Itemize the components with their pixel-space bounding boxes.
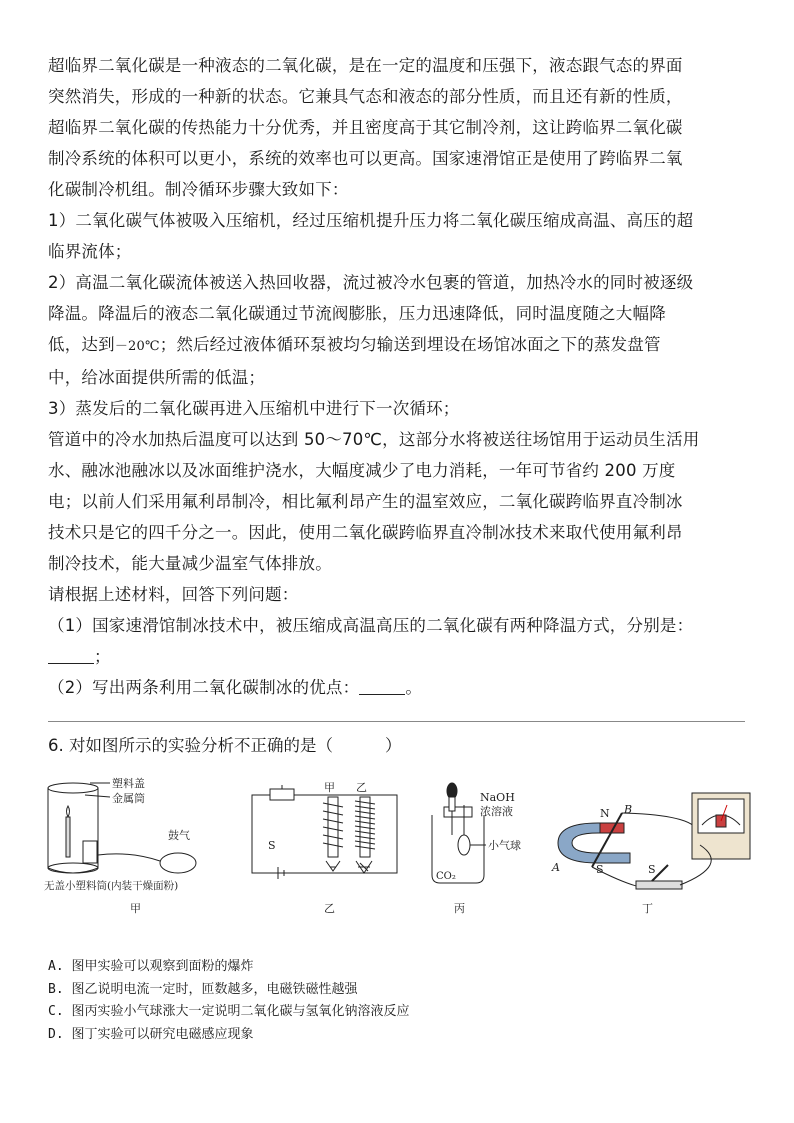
option-c[interactable]: C. 图丙实验小气球涨大一定说明二氧化碳与氢氧化钠溶液反应 — [48, 1004, 410, 1019]
label-north: N — [600, 807, 610, 820]
question-6-text: 6. 对如图所示的实验分析不正确的是（ — [48, 736, 333, 755]
option-a[interactable]: A. 图甲实验可以观察到面粉的爆炸 — [48, 959, 254, 974]
option-b[interactable]: B. 图乙说明电流一定时，匝数越多，电磁铁磁性越强 — [48, 981, 358, 997]
label-switch-ding: S — [648, 863, 656, 876]
passage-line: 临界流体； — [48, 242, 132, 261]
label-lid: 塑料盖 — [112, 777, 145, 790]
caption-yi: 乙 — [324, 902, 335, 915]
passage-line: 水、融冰池融冰以及冰面维护浇水，大幅度减少了电力消耗，一年可节省约 200 万度 — [48, 461, 676, 480]
passage-line: 技术只是它的四千分之一。因此，使用二氧化碳跨临界直冷制冰技术来取代使用氟利昂 — [48, 523, 683, 542]
passage-line: 突然消失，形成的一种新的状态。它兼具气态和液态的部分性质，而且还有新的性质， — [48, 87, 683, 106]
label-coil-yi: 乙 — [356, 781, 367, 794]
passage-text: 低，达到 — [48, 335, 115, 354]
passage-line: 制冷系统的体积可以更小，系统的效率也可以更高。国家速滑馆正是使用了跨临界二氧 — [48, 149, 683, 168]
question-2-text: （2）写出两条利用二氧化碳制冰的优点： — [48, 678, 360, 697]
answer-blank-1[interactable] — [48, 647, 94, 664]
label-b: B — [624, 803, 633, 816]
passage-line: 化碳制冷机组。制冷循环步骤大致如下： — [48, 180, 349, 199]
answer-options — [48, 956, 409, 1046]
reading-passage — [48, 50, 748, 703]
experiment-diagrams — [40, 775, 760, 920]
passage-line: 3）蒸发后的二氧化碳再进入压缩机中进行下一次循环； — [48, 399, 460, 418]
passage-line: 电；以前人们采用氟利昂制冷，相比氟利昂产生的温室效应，二氧化碳跨临界直冷制冰 — [48, 492, 683, 511]
passage-line: 管道中的冷水加热后温度可以达到 50～70℃，这部分水将被送往场馆用于运动员生活用 — [48, 430, 700, 449]
option-d[interactable]: D. 图丁实验可以研究电磁感应现象 — [48, 1026, 254, 1042]
passage-line: 2）高温二氧化碳流体被送入热回收器，流过被冷水包裹的管道，加热冷水的同时被逐级 — [48, 273, 694, 292]
question-1: （1）国家速滑馆制冰技术中，被压缩成高温高压的二氧化碳有两种降温方式，分别是： — [48, 616, 694, 635]
answer-blank-2[interactable] — [359, 678, 405, 695]
label-naoh: NaOH — [480, 791, 515, 804]
question-6-close: ） — [385, 736, 402, 755]
experiment-figure — [40, 775, 760, 920]
passage-line: 超临界二氧化碳是一种液态的二氧化碳，是在一定的温度和压强下，液态跟气态的界面 — [48, 56, 683, 75]
label-a: A — [552, 861, 560, 874]
section-divider — [48, 721, 745, 722]
question-2 — [48, 672, 748, 703]
question-6-stem — [48, 731, 402, 761]
label-cup: 无盖小塑料筒(内装干燥面粉) — [44, 880, 179, 892]
passage-line: 制冷技术，能大量减少温室气体排放。 — [48, 554, 332, 573]
q1-punct: ； — [94, 647, 111, 666]
q2-punct: 。 — [405, 678, 423, 697]
caption-bing: 丙 — [454, 902, 465, 915]
label-south: S — [596, 863, 604, 876]
diagram-bing — [432, 783, 486, 883]
passage-line: 超临界二氧化碳的传热能力十分优秀，并且密度高于其它制冷剂，这让跨临界二氧化碳 — [48, 118, 683, 137]
label-solution: 浓溶液 — [480, 805, 513, 818]
caption-ding: 丁 — [642, 902, 653, 915]
passage-line: 中，给冰面提供所需的低温； — [48, 368, 266, 387]
passage-line — [48, 329, 748, 362]
passage-line: 请根据上述材料，回答下列问题： — [48, 585, 299, 604]
passage-line: 降温。降温后的液态二氧化碳通过节流阀膨胀，压力迅速降低，同时温度随之大幅降 — [48, 304, 666, 323]
label-balloon: 小气球 — [488, 839, 521, 852]
label-co2: CO₂ — [436, 871, 456, 882]
temperature-value: －20℃ — [114, 339, 160, 354]
label-can: 金属筒 — [112, 792, 145, 805]
caption-jia: 甲 — [130, 902, 141, 915]
answer-line-1 — [48, 641, 748, 672]
label-pump: 鼓气 — [168, 829, 190, 842]
label-coil-jia: 甲 — [324, 781, 335, 794]
passage-line: 1）二氧化碳气体被吸入压缩机，经过压缩机提升压力将二氧化碳压缩成高温、高压的超 — [48, 211, 694, 230]
passage-text: ；然后经过液体循环泵被均匀输送到埋设在场馆冰面之下的蒸发盘管 — [159, 335, 661, 354]
label-switch: S — [268, 839, 276, 852]
diagram-yi — [252, 785, 397, 879]
